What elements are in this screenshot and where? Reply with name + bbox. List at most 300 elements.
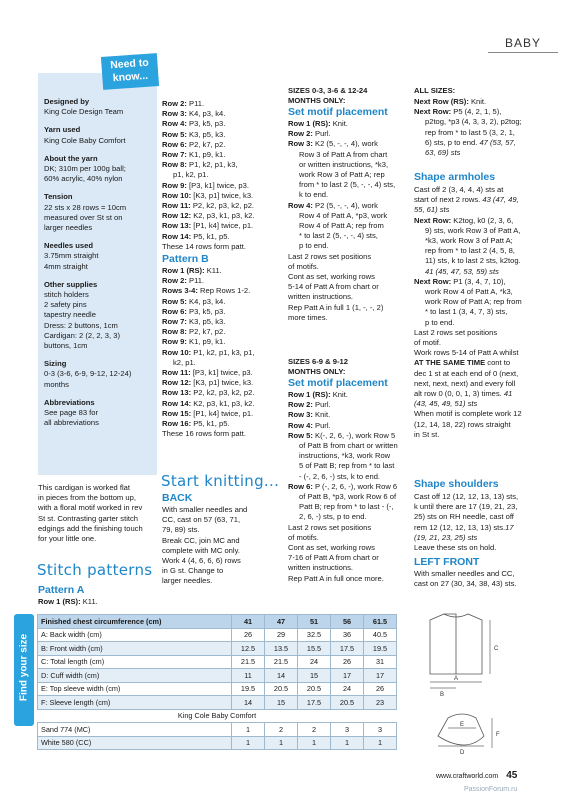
all-sizes-heading: ALL SIZES:: [414, 86, 456, 95]
row-label: Row 15:: [162, 408, 192, 418]
instruction-line: [414, 543, 518, 553]
instruction-line: [288, 221, 395, 231]
left-front-heading: LEFT FRONT: [414, 556, 480, 568]
row-text: [P1, k4] twice, p1.: [191, 221, 254, 231]
row-text: 25) sts on RH needle, cast off: [414, 512, 514, 522]
table-row: [38, 642, 397, 656]
find-your-size-tab: [14, 614, 34, 726]
row-label: Row 2:: [288, 400, 313, 410]
row-label: Row 1 (RS):: [288, 119, 331, 128]
row-text: (12, 14, 18, 22) rows straight: [414, 419, 511, 429]
stitch-count: 41: [503, 389, 513, 399]
row-text: of motif.: [414, 338, 442, 348]
sidebar-heading: Designed by: [44, 97, 90, 106]
instruction-line: [288, 170, 395, 180]
row-text: [K3, p1] twice, k3.: [191, 190, 254, 200]
instruction-line: [414, 246, 522, 256]
row-label: Row 4:: [288, 200, 313, 210]
instruction-line: [162, 140, 254, 150]
instruction-line: [162, 266, 254, 276]
armholes-rows: [414, 185, 522, 440]
row-text: Last 2 rows set positions: [414, 327, 498, 337]
row-label: Row 2:: [162, 99, 187, 108]
row-label: Row 8:: [162, 327, 187, 337]
diagram-label-f: F: [496, 732, 500, 738]
value-cell: 24: [331, 682, 364, 696]
value-cell: 1: [331, 736, 364, 750]
instruction-line: [162, 409, 254, 419]
instruction-line: [288, 390, 398, 400]
row-label: Row 7:: [162, 317, 187, 327]
sidebar-text: 4mm straight: [44, 261, 88, 271]
row-text: [K3, p1] twice, k3.: [191, 378, 254, 388]
instruction-line: [288, 553, 398, 563]
spacer: [44, 272, 156, 280]
row-text: K1, p9, k1.: [186, 337, 226, 347]
row-label-cell: C: Total length (cm): [38, 655, 232, 669]
instruction-line: [288, 150, 395, 160]
intro-line: This cardigan is worked flat: [38, 483, 131, 492]
value-cell: 20.5: [331, 696, 364, 710]
sidebar-text: Cardigan: 2 (2, 2, 3, 3): [44, 330, 120, 340]
row-label: Row 11:: [162, 368, 191, 378]
instruction-line: [414, 226, 522, 236]
sidebar-heading: Tension: [44, 192, 73, 202]
value-cell: 41: [232, 615, 265, 629]
row-text: Leave these sts on hold.: [414, 543, 497, 553]
motif-placement-b: [288, 390, 398, 584]
table-row: [38, 696, 397, 710]
row-text: in G st. Change to: [162, 566, 224, 576]
value-cell: 2: [265, 723, 298, 737]
spacer: [44, 146, 156, 154]
instruction-line: [288, 461, 398, 471]
instruction-line: [162, 276, 254, 286]
instruction-line: [162, 515, 247, 525]
row-label: Row 3:: [288, 410, 313, 420]
instruction-line: [162, 119, 254, 129]
instruction-line: [288, 160, 395, 170]
diagram-label-d: D: [460, 750, 465, 756]
row-text: more times.: [288, 312, 328, 322]
row-text: Purl.: [312, 400, 331, 410]
row-text: 2, 6, -) sts, p to end.: [299, 512, 367, 522]
instruction-line: [414, 409, 522, 419]
row-label: Row 7:: [162, 150, 187, 160]
value-cell: 13.5: [265, 642, 298, 656]
instruction-line: [414, 287, 522, 297]
section-label: BABY: [505, 36, 542, 50]
sidebar-text: tapestry needle: [44, 310, 96, 320]
row-text: P2, k7, p2.: [186, 139, 226, 149]
row-text: Cont as set, working rows: [288, 543, 375, 553]
value-cell: 15: [298, 669, 331, 683]
instruction-line: [162, 429, 254, 439]
instruction-line: [162, 150, 254, 160]
row-text: cast on 27 (30, 34, 38, 43) sts.: [414, 579, 517, 589]
instruction-line: [162, 297, 254, 307]
spacer: [44, 233, 156, 241]
row-label: Row 1 (RS):: [288, 390, 331, 399]
instruction-line: [414, 569, 517, 579]
value-cell: 17: [364, 669, 397, 683]
row-text: P2, k2, p3, k2, p2.: [191, 388, 255, 398]
row-label: AT THE SAME TIME: [414, 358, 486, 368]
row-text: work Row of Patt A; rep from: [425, 297, 522, 307]
instruction-line: [414, 399, 522, 409]
value-cell: 24: [298, 655, 331, 669]
row-text: P11.: [186, 99, 205, 108]
instruction-line: [162, 419, 254, 429]
sidebar-text: 60% acrylic, 40% nylon: [44, 174, 123, 184]
row-text: of motifs.: [288, 261, 319, 271]
pattern-a-row-1: [38, 597, 98, 607]
value-cell: 1: [364, 736, 397, 750]
row-text: 11) sts, k to last 2 sts, k2tog.: [425, 256, 521, 266]
instruction-line: [414, 358, 522, 368]
row-label: Row 6:: [162, 139, 187, 149]
instruction-line: [288, 523, 398, 533]
find-your-size-label: Find your size: [18, 633, 30, 702]
instruction-line: [288, 410, 398, 420]
stitch-count: 63, 69) sts: [425, 148, 461, 158]
instruction-line: [288, 129, 395, 139]
intro-text: [38, 483, 160, 544]
instruction-line: [414, 579, 517, 589]
header-rule: [488, 52, 558, 53]
row-text: next, next, next) and every foll: [414, 378, 516, 388]
instruction-line: [414, 369, 522, 379]
instruction-line: [288, 400, 398, 410]
instruction-line: [288, 563, 398, 573]
row-text: 5-14 of Patt A from chart or: [288, 282, 379, 292]
instruction-line: [162, 505, 247, 515]
row-label: Row 5:: [162, 129, 187, 139]
row-text: work Row 4 of Patt A, *k3,: [425, 287, 513, 297]
value-cell: 51: [298, 615, 331, 629]
sizes-a-line-1: SIZES 0-3, 3-6 & 12-24: [288, 86, 368, 95]
instruction-line: [414, 533, 518, 543]
diagram-label-e: E: [460, 722, 465, 728]
front-outline: [444, 614, 456, 674]
row-label: Row 9:: [162, 337, 187, 347]
row-text: Last 2 rows set positions: [288, 251, 372, 261]
sidebar-heading: Abbreviations: [44, 397, 95, 407]
spacer: [44, 184, 156, 192]
value-cell: 15.5: [298, 642, 331, 656]
value-cell: 20.5: [298, 682, 331, 696]
instruction-line: [288, 492, 398, 502]
yarn-title-cell: King Cole Baby Comfort: [177, 711, 257, 721]
instruction-line: [288, 421, 398, 431]
table-row: [38, 709, 397, 723]
value-cell: 21.5: [265, 655, 298, 669]
row-text: Work 4 (4, 6, 6, 6) rows: [162, 556, 241, 566]
instruction-line: [162, 130, 254, 140]
shoulders-rows: [414, 492, 518, 553]
row-text: Row 4 of Patt A, *p3, work: [299, 210, 388, 220]
row-text: Purl.: [312, 129, 331, 139]
row-text: P (-, 2, 6, -), work Row 6: [312, 481, 398, 491]
instruction-line: [162, 536, 247, 546]
sizes-b-line-2: MONTHS ONLY:: [288, 367, 346, 376]
value-cell: 3: [331, 723, 364, 737]
instruction-line: [288, 139, 395, 149]
row-text: p2tog, *p3 (4, 3, 3, 2), p2tog;: [425, 117, 522, 127]
row-label: Row 13:: [162, 388, 192, 398]
row-text: Rep Patt A in full 1 (1, -, -, 2): [288, 302, 384, 312]
instruction-line: [288, 190, 395, 200]
row-text: K2 (5, -, -, 4), work: [312, 139, 378, 149]
stitch-count: 47 (53, 57,: [479, 137, 516, 147]
instruction-line: [414, 389, 522, 399]
row-label-cell: White 580 (CC): [38, 736, 232, 750]
instruction-line: [414, 148, 522, 158]
sidebar-text: 22 sts x 28 rows = 10cm: [44, 202, 127, 212]
instruction-line: [162, 211, 254, 221]
instruction-line: [288, 201, 395, 211]
row-label: Row 3:: [288, 139, 313, 149]
row-label: Row 13:: [162, 221, 192, 231]
row-text: k2, p1.: [173, 357, 196, 367]
row-text: K(-, 2, 6, -), work Row 5: [312, 430, 396, 440]
row-text: K3, p5, k3.: [186, 317, 226, 327]
start-knitting-heading: Start knitting...: [161, 472, 280, 490]
row-text: Purl.: [312, 420, 331, 430]
row-text: Row 3 of Patt A from chart: [299, 149, 388, 159]
instruction-line: [288, 241, 395, 251]
row-text: P3, k5, p3.: [186, 306, 226, 316]
sidebar-text: DK; 310m per 100g ball;: [44, 164, 126, 174]
instruction-line: [414, 502, 518, 512]
row-text: P1, k2, p1, k3, p1,: [191, 347, 255, 357]
value-cell: 26: [232, 628, 265, 642]
pattern-a-rows: [162, 99, 254, 252]
value-cell: 26: [364, 682, 397, 696]
row-text: in St st.: [414, 429, 440, 439]
instruction-line: [414, 379, 522, 389]
sizes-b-line-1: SIZES 6-9 & 9-12: [288, 357, 348, 366]
row-text: Rep Patt A in full once more.: [288, 573, 384, 583]
back-heading: BACK: [162, 492, 193, 504]
size-table: [37, 614, 397, 750]
instruction-line: [414, 117, 522, 127]
row-text: 9) sts, work Row 3 of Patt A,: [425, 225, 521, 235]
row-label: Row 1 (RS):: [38, 597, 81, 606]
row-text: of motifs.: [288, 532, 319, 542]
instruction-line: [288, 512, 398, 522]
stitch-count: 43 (47, 49,: [482, 195, 519, 205]
set-motif-placement-heading: Set motif placement: [288, 106, 388, 118]
instruction-line: [414, 318, 522, 328]
sidebar-text: larger needles: [44, 223, 93, 233]
row-label: Row 6:: [162, 306, 187, 316]
row-text: With smaller needles and CC,: [414, 569, 515, 578]
row-label-cell: B: Front width (cm): [38, 642, 232, 656]
value-cell: 12.5: [232, 642, 265, 656]
intro-line: in pieces from the bottom up,: [38, 493, 136, 503]
instruction-line: [162, 566, 247, 576]
instruction-line: [162, 307, 254, 317]
value-cell: 56: [331, 615, 364, 629]
instruction-line: [162, 221, 254, 231]
value-cell: 31: [364, 655, 397, 669]
value-cell: 23: [364, 696, 397, 710]
table-row: [38, 655, 397, 669]
instruction-line: [414, 185, 522, 195]
row-text: P5, k1, p5.: [191, 419, 230, 429]
need-to-know-badge: [101, 53, 159, 90]
instruction-line: [162, 242, 254, 252]
row-text: P5, k1, p5.: [191, 231, 230, 241]
instruction-line: [414, 307, 522, 317]
diagram-label-c: C: [494, 646, 499, 652]
value-cell: 61.5: [364, 615, 397, 629]
row-label-cell: E: Top sleeve width (cm): [38, 682, 232, 696]
instruction-line: [288, 502, 398, 512]
instruction-line: [288, 272, 395, 282]
row-label: Row 2:: [288, 129, 313, 139]
instruction-line: [162, 286, 254, 296]
instruction-line: [288, 482, 398, 492]
value-cell: 47: [265, 615, 298, 629]
stitch-count: 55, 61) sts: [414, 205, 450, 215]
row-text: P1 (3, 4, 7, 10),: [451, 276, 506, 286]
pattern-b-heading: Pattern B: [162, 253, 209, 265]
value-cell: 14: [265, 669, 298, 683]
sizes-b-head: [288, 357, 348, 377]
instruction-line: [288, 252, 395, 262]
sidebar-text: all abbreviations: [44, 418, 99, 428]
row-text: K4, p3, k4.: [186, 109, 226, 119]
sidebar-text: King Cole Design Team: [44, 107, 124, 117]
row-text: P5 (4, 2, 1, 5),: [451, 107, 502, 117]
row-label: Row 10:: [162, 347, 192, 357]
instruction-line: [288, 451, 398, 461]
row-text: K11.: [80, 597, 98, 606]
all-sizes-rows: [414, 97, 522, 158]
row-text: K3, p5, k3.: [186, 129, 226, 139]
instruction-line: [288, 262, 395, 272]
row-label: Row 14:: [162, 231, 192, 241]
row-label: Row 2:: [162, 276, 187, 286]
instruction-line: [414, 328, 522, 338]
garment-diagram: [404, 608, 508, 768]
instruction-line: [162, 337, 254, 347]
stitch-count: (19, 21, 23, 25) sts: [414, 532, 478, 542]
sidebar-text: 0-3 (3-6, 6-9, 9-12, 12-24): [44, 369, 132, 379]
row-text: * to last 2 (5, -, -, 4) sts,: [299, 231, 378, 241]
row-label: Row 8:: [162, 160, 187, 170]
value-cell: 40.5: [364, 628, 397, 642]
row-label: Row 16:: [162, 419, 192, 429]
row-text: [P3, k1] twice, p3.: [186, 180, 249, 190]
instruction-line: [414, 348, 522, 358]
badge-line-2: know...: [112, 69, 149, 85]
instruction-line: [414, 195, 522, 205]
sizes-a-head: [288, 86, 367, 106]
value-cell: 26: [331, 655, 364, 669]
instruction-line: [288, 211, 395, 221]
row-label: Rows 3-4:: [162, 286, 198, 296]
row-text: written instructions.: [288, 563, 353, 573]
stitch-count: 41 (45, 47, 53, 59) sts: [425, 266, 499, 276]
instruction-line: [288, 441, 398, 451]
instruction-line: [414, 97, 522, 107]
row-label: Row 5:: [162, 296, 187, 306]
instruction-line: [162, 348, 254, 358]
instruction-line: [288, 282, 395, 292]
instruction-line: [414, 128, 522, 138]
row-label-cell: Sand 774 (MC): [38, 723, 232, 737]
row-text: CC, cast on 57 (63, 71,: [162, 515, 241, 525]
row-text: 5 of Patt B; rep from * to last: [299, 461, 395, 471]
row-text: 6) sts, p to end.: [425, 137, 480, 147]
instruction-line: [288, 292, 395, 302]
row-label-cell: F: Sleeve length (cm): [38, 696, 232, 710]
instruction-line: [414, 512, 518, 522]
row-text: written instructions.: [288, 292, 353, 302]
table-row: [38, 628, 397, 642]
row-text: rep from * to last 5 (3, 2, 1,: [425, 127, 515, 137]
value-cell: 1: [265, 736, 298, 750]
row-label: Next Row:: [414, 107, 452, 117]
instruction-line: [162, 368, 254, 378]
row-text: P11.: [186, 276, 205, 286]
value-cell: 17.5: [298, 696, 331, 710]
spacer: [44, 390, 156, 398]
instruction-line: [162, 99, 254, 109]
instruction-line: [162, 191, 254, 201]
row-text: start of next 2 rows.: [414, 195, 483, 205]
table-row: [38, 682, 397, 696]
row-text: or written instructions, *k3,: [299, 159, 389, 169]
row-label: Next Row:: [414, 215, 452, 225]
intro-line: St st. Contrasting garter stitch: [38, 513, 139, 523]
row-text: dec 1 st at each end of 0 (next,: [414, 368, 519, 378]
instruction-line: [288, 303, 395, 313]
row-text: Knit.: [468, 97, 487, 106]
value-cell: 14: [232, 696, 265, 710]
section-header: [505, 36, 557, 50]
row-text: - (-, 2, 6, -) sts, k to end.: [299, 471, 381, 481]
instruction-line: [414, 205, 522, 215]
intro-line: for your little one.: [38, 534, 97, 544]
value-cell: 3: [364, 723, 397, 737]
pattern-b-rows: [162, 266, 254, 439]
instruction-line: [162, 160, 254, 170]
instruction-line: [414, 492, 518, 502]
sidebar-text: See page 83 for: [44, 408, 99, 418]
row-label: Row 9:: [162, 180, 187, 190]
row-text: Knit.: [330, 119, 348, 128]
row-text: P2 (5, -, -, 4), work: [312, 200, 378, 210]
row-text: Cast off 12 (12, 12, 13, 13) sts,: [414, 492, 519, 501]
value-cell: 20.5: [265, 682, 298, 696]
pattern-a-heading: Pattern A: [38, 584, 85, 596]
value-cell: 19.5: [364, 642, 397, 656]
row-text: instructions, *k3, work Row: [299, 451, 391, 461]
instruction-line: [162, 388, 254, 398]
motif-placement-a: [288, 119, 395, 323]
instruction-line: [162, 317, 254, 327]
row-text: Rep Rows 1-2.: [197, 286, 251, 296]
instruction-line: [288, 431, 398, 441]
row-label: Row 12:: [162, 378, 192, 388]
row-text: Patt B; rep from * to last - (-,: [299, 502, 394, 512]
row-text: P2, k2, p3, k2, p2.: [190, 201, 255, 211]
instruction-line: [162, 232, 254, 242]
